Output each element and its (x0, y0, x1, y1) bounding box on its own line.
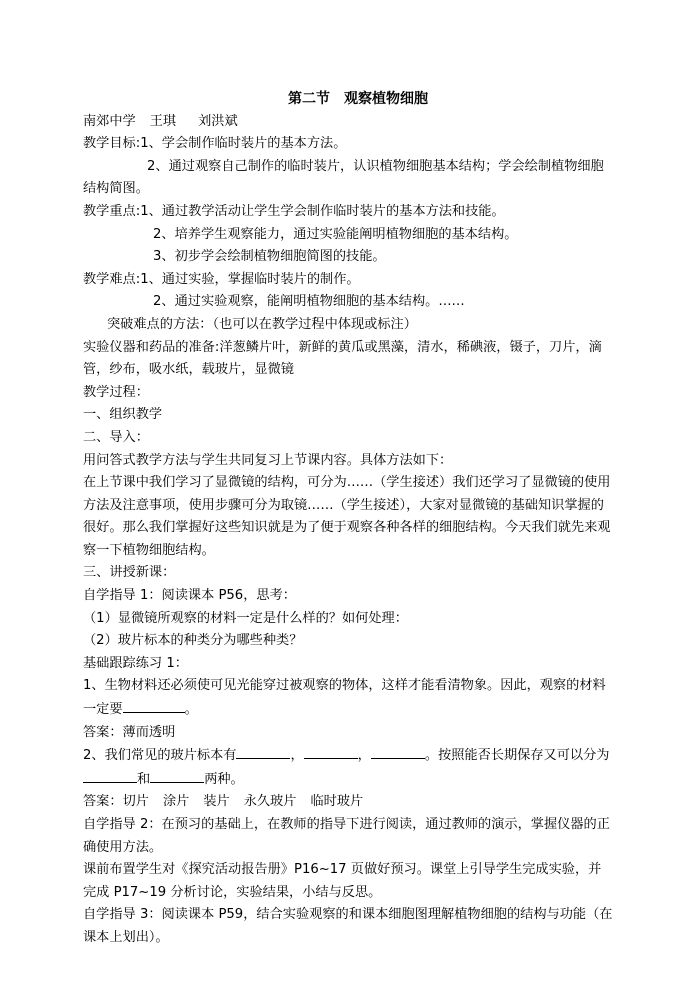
intro-text: 在上节课中我们学习了显微镜的结构，可分为……（学生接述）我们还学习了显微镜的使用方法及注意事项，使用步骤可分为取镜……（学生接述），大家对显微镜的基础知识掌握的很好。那么我们掌握好这些知识就是为了便于观察各种各样的细胞结构。今天我们就先来观察一下植物细胞结构。 (83, 475, 611, 558)
key-point-item-1: 1、通过教学活动让学生学会制作临时装片的基本方法和技能。 (140, 203, 505, 219)
section-organize: 一、组织教学 (83, 407, 163, 423)
objective-item-1: 1、学会制作临时装片的基本方法。 (140, 136, 347, 152)
question-2-text-b: 。按照能否长期保存又可以分为 (424, 748, 610, 764)
document-page (83, 88, 613, 950)
objective-item-2-block (83, 156, 613, 201)
question-1-text: 1、生物材料还必须使可见光能穿过被观察的物体，这样才能看清物象。因此，观察的材料一定要 (83, 678, 606, 718)
guide-1-question-1: （1）显微镜所观察的材料一定是什么样的？如何处理： (83, 610, 408, 626)
page-title: 第二节 观察植物细胞 (288, 91, 428, 107)
process-heading: 教学过程： (83, 384, 149, 400)
breakthrough-method: 突破难点的方法：（也可以在教学过程中体现或标注） (107, 316, 417, 332)
objective-item-2: 2、通过观察自己制作的临时装片，认识植物细胞基本结构；学会绘制植物细胞结构简图。 (83, 158, 604, 197)
key-points-label: 教学重点: (83, 203, 141, 219)
answer-blank (83, 768, 137, 783)
author-name-1: 王琪 (149, 113, 177, 129)
question-1-end: 。 (184, 702, 198, 718)
answer-2-item: 涂片 (162, 794, 190, 810)
answer-2-item: 临时玻片 (310, 794, 364, 810)
question-2-and: 和 (137, 771, 151, 787)
equipment-text: 实验仪器和药品的准备:洋葱鳞片叶，新鲜的黄瓜或黑藻，清水，稀碘液，镊子，刀片，滴管，纱布，吸水纸，载玻片，显微镜 (83, 339, 602, 378)
answer-2-item: 切片 (122, 794, 149, 810)
question-2-text-a: 2、我们常见的玻片标本有 (83, 748, 237, 764)
key-point-item-3: 3、初步学会绘制植物细胞简图的技能。 (153, 249, 386, 265)
section-intro: 二、导入： (83, 429, 149, 445)
answer-blank (304, 744, 358, 759)
objectives-label: 教学目标: (83, 136, 141, 152)
author-school: 南郊中学 (83, 113, 136, 129)
answer-blank (371, 744, 425, 759)
answer-blank (236, 744, 290, 759)
guide-1-question-2: （2）玻片标本的种类分为哪些种类？ (83, 633, 303, 649)
difficulties-label: 教学难点: (83, 271, 141, 287)
answer-2 (83, 791, 613, 814)
answer-2-label: 答案： (83, 794, 123, 810)
exercise-question-1 (83, 675, 613, 721)
difficulties-line-1 (83, 269, 613, 292)
self-study-guide-2: 自学指导 2：在预习的基础上，在教师的指导下进行阅读，通过教师的演示，掌握仪器的正确使用方法。 (83, 817, 610, 855)
answer-blank (123, 698, 185, 713)
key-point-item-2: 2、培养学生观察能力，通过实验能阐明植物细胞的基本结构。 (153, 226, 518, 242)
authors-line (83, 111, 613, 134)
difficulty-item-2: 2、通过实验观察，能阐明植物细胞的基本结构。…… (153, 294, 465, 310)
question-2-separator: ， (290, 748, 304, 764)
self-study-guide-1: 自学指导 1：阅读课本 P56，思考： (83, 588, 296, 604)
author-name-2: 刘洪斌 (198, 113, 238, 129)
answer-2-item: 装片 (203, 794, 230, 810)
homework-text: 课前布置学生对《探究活动报告册》P16~17 页做好预习。课堂上引导学生完成实验，并完成 P17~19 分析讨论，实验结果，小结与反思。 (83, 862, 602, 900)
question-2-end: 两种。 (204, 771, 244, 787)
self-study-guide-3: 自学指导 3：阅读课本 P59，结合实验观察的和课本细胞图理解植物细胞的结构与功能（在课本上划出）。 (83, 907, 613, 945)
exercise-question-2 (83, 744, 613, 791)
answer-1: 答案：薄而透明 (83, 724, 176, 740)
difficulty-item-1: 1、通过实验，掌握临时装片的制作。 (140, 271, 360, 287)
exercise-heading: 基础跟踪练习 1： (83, 655, 188, 671)
section-new-lesson: 三、讲授新课： (83, 565, 176, 581)
key-points-line-1 (83, 201, 613, 224)
answer-2-item: 永久玻片 (243, 794, 297, 810)
answer-blank (150, 768, 204, 783)
question-2-separator: ， (357, 748, 371, 764)
intro-method: 用问答式教学方法与学生共同复习上节课内容。具体方法如下： (83, 452, 453, 468)
objectives-line-1 (83, 133, 613, 156)
